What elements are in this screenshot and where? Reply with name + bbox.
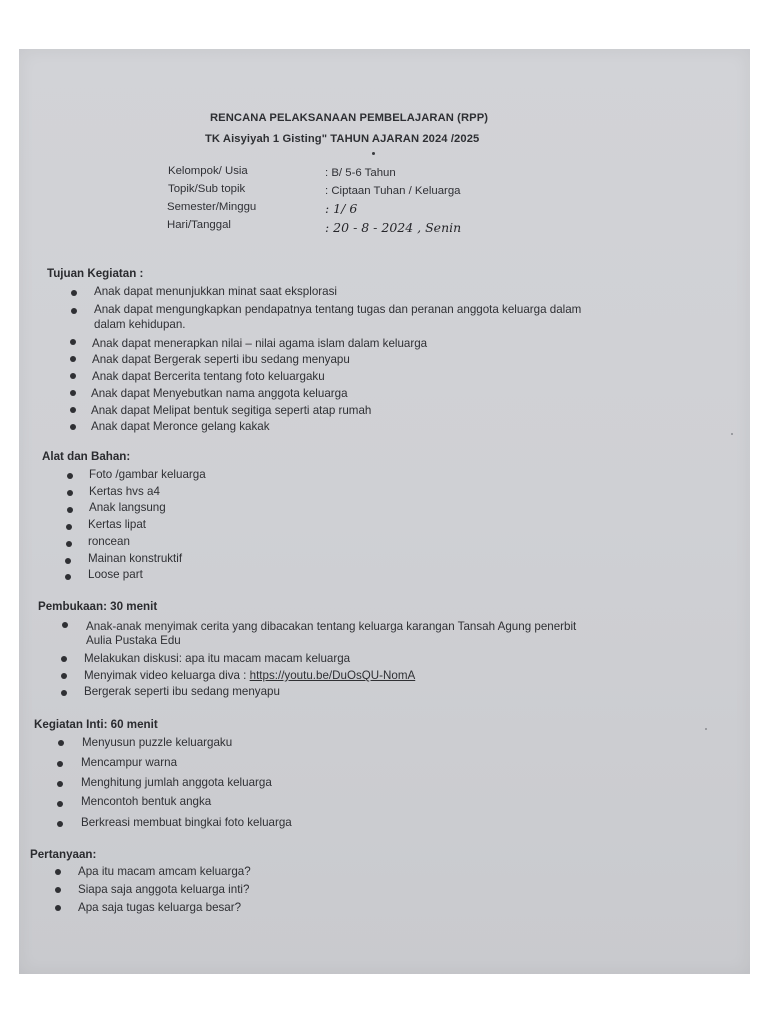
list-item: Mainan konstruktif xyxy=(88,552,183,565)
bullet xyxy=(55,869,61,875)
bullet xyxy=(70,339,76,345)
list-item xyxy=(84,669,415,682)
list-item: Foto /gambar keluarga xyxy=(89,468,206,481)
bullet xyxy=(57,781,63,787)
bullet xyxy=(71,308,77,314)
section-heading-inti: Kegiatan Inti: 60 menit xyxy=(34,718,158,731)
bullet xyxy=(65,574,71,580)
list-item: Melakukan diskusi: apa itu macam macam keluarga xyxy=(84,652,351,665)
list-item: Anak dapat Meronce gelang kakak xyxy=(91,420,270,433)
bullet xyxy=(70,407,76,413)
meta-value-hari: : 20 - 8 - 2024 , Senin xyxy=(325,220,462,235)
section-heading-pertanyaan: Pertanyaan: xyxy=(30,848,97,861)
video-link[interactable]: https://youtu.be/DuOsQU-NomA xyxy=(249,669,416,682)
meta-value-semester: : 1/ 6 xyxy=(325,201,358,216)
bullet xyxy=(58,740,64,746)
list-item: Anak dapat mengungkapkan pendapatnya tentang tugas dan peranan anggota keluarga dalam xyxy=(94,303,582,316)
scan-speck xyxy=(731,433,733,435)
meta-label-hari: Hari/Tanggal xyxy=(167,219,231,231)
bullet xyxy=(61,690,67,696)
bullet xyxy=(55,905,61,911)
section-heading-tujuan: Tujuan Kegiatan : xyxy=(47,267,144,280)
list-item: Loose part xyxy=(88,568,143,581)
doc-subtitle: TK Aisyiyah 1 Gisting" TAHUN AJARAN 2024 /2025 xyxy=(205,133,480,145)
list-item: Berkreasi membuat bingkai foto keluarga xyxy=(81,816,292,829)
bullet xyxy=(55,887,61,893)
list-item: Menyusun puzzle keluargaku xyxy=(82,736,233,749)
bullet xyxy=(61,656,67,662)
list-item-continuation: dalam kehidupan. xyxy=(94,318,186,331)
list-item: Siapa saja anggota keluarga inti? xyxy=(78,883,250,896)
list-item: Anak dapat Melipat bentuk segitiga seperti atap rumah xyxy=(91,404,372,417)
meta-label-topik: Topik/Sub topik xyxy=(168,183,246,195)
list-item: Anak-anak menyimak cerita yang dibacakan tentang keluarga karangan Tansah Agung penerbit xyxy=(86,620,577,633)
bullet xyxy=(71,290,77,296)
document-page xyxy=(19,49,750,974)
list-item: Anak dapat Bercerita tentang foto keluargaku xyxy=(92,370,325,383)
bullet xyxy=(65,558,71,564)
bullet xyxy=(57,761,63,767)
list-item: Kertas lipat xyxy=(88,518,146,531)
list-item-text: Menyimak video keluarga diva : xyxy=(84,669,250,682)
bullet xyxy=(70,373,76,379)
section-heading-pembukaan: Pembukaan: 30 menit xyxy=(38,600,158,613)
list-item: Anak langsung xyxy=(89,501,166,514)
meta-label-semester: Semester/Minggu xyxy=(167,201,257,213)
scan-speck xyxy=(705,728,707,730)
bullet xyxy=(66,524,72,530)
bullet xyxy=(57,801,63,807)
bullet xyxy=(70,356,76,362)
list-item-continuation: Aulia Pustaka Edu xyxy=(86,634,181,647)
list-item: Mencontoh bentuk angka xyxy=(81,795,212,808)
section-heading-alat: Alat dan Bahan: xyxy=(42,450,131,463)
bullet xyxy=(67,490,73,496)
bullet xyxy=(61,673,67,679)
list-item: roncean xyxy=(88,535,130,548)
list-item: Menghitung jumlah anggota keluarga xyxy=(81,776,272,789)
list-item: Mencampur warna xyxy=(81,756,178,769)
list-item: Anak dapat menunjukkan minat saat eksplorasi xyxy=(94,285,337,298)
meta-value-kelompok: : B/ 5-6 Tahun xyxy=(325,167,396,179)
bullet xyxy=(67,507,73,513)
list-item: Kertas hvs a4 xyxy=(89,485,160,498)
list-item: Bergerak seperti ibu sedang menyapu xyxy=(84,685,280,698)
ink-dot xyxy=(372,152,375,155)
meta-value-topik: : Ciptaan Tuhan / Keluarga xyxy=(325,185,461,197)
list-item: Apa itu macam amcam keluarga? xyxy=(78,865,251,878)
bullet xyxy=(57,821,63,827)
bullet xyxy=(62,622,68,628)
bullet xyxy=(67,473,73,479)
list-item: Anak dapat Bergerak seperti ibu sedang menyapu xyxy=(92,353,350,366)
doc-title: RENCANA PELAKSANAAN PEMBELAJARAN (RPP) xyxy=(210,112,489,124)
bullet xyxy=(70,424,76,430)
list-item: Anak dapat menerapkan nilai – nilai agama islam dalam keluarga xyxy=(92,337,428,350)
bullet xyxy=(66,541,72,547)
list-item: Apa saja tugas keluarga besar? xyxy=(78,901,242,914)
meta-label-kelompok: Kelompok/ Usia xyxy=(168,165,248,177)
list-item: Anak dapat Menyebutkan nama anggota keluarga xyxy=(91,387,348,400)
bullet xyxy=(70,390,76,396)
